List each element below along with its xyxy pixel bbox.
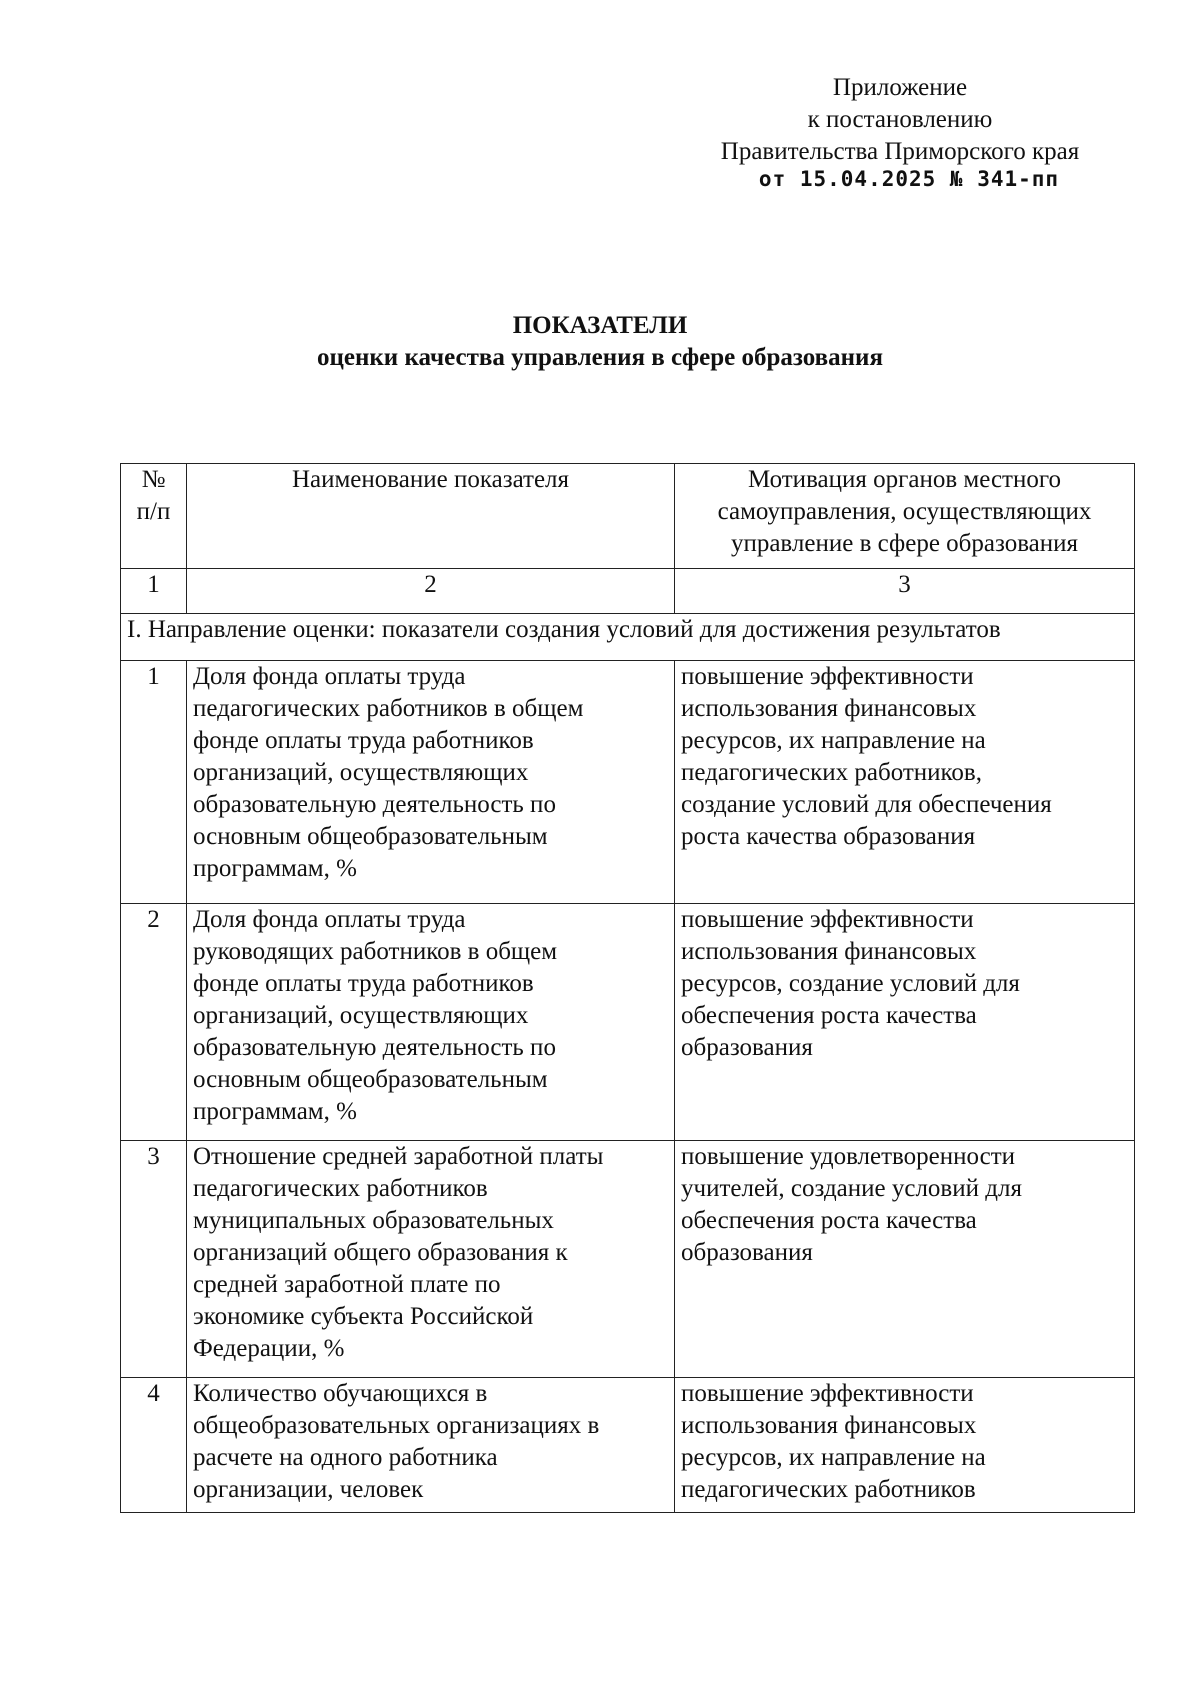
motivation-line: педагогических работников, [681, 759, 982, 786]
header-motivation-cell [675, 464, 1135, 569]
name-line: организаций, осуществляющих [193, 1002, 529, 1029]
motivation-line: повышение эффективности [681, 906, 974, 933]
column-numbers-row [121, 569, 1135, 614]
header-number-line-1: № [141, 466, 166, 493]
row-number: 3 [121, 1141, 187, 1378]
motivation-line: роста качества образования [681, 823, 976, 850]
motivation-line: повышение эффективности [681, 663, 974, 690]
name-line: педагогических работников в общем [193, 695, 584, 722]
name-line: Федерации, % [193, 1335, 345, 1362]
appendix-line-1: Приложение [832, 74, 968, 101]
name-line: фонде оплаты труда работников [193, 727, 534, 754]
title-line-2: оценки качества управления в сфере образования [317, 344, 883, 371]
indicator-name [187, 661, 675, 904]
motivation-line: повышение удовлетворенности [681, 1143, 1016, 1170]
document-title [0, 310, 1200, 374]
name-line: организаций общего образования к [193, 1239, 568, 1266]
motivation-line: ресурсов, создание условий для [681, 970, 1020, 997]
appendix-line-2: к постановлению [807, 106, 993, 133]
table-row [121, 661, 1135, 904]
motivation-line: создание условий для обеспечения [681, 791, 1052, 818]
motivation-line: образования [681, 1034, 813, 1061]
indicators-table [120, 463, 1135, 1513]
motivation-line: образования [681, 1239, 813, 1266]
motivation-line: ресурсов, их направление на [681, 1444, 986, 1471]
header-number-line-2: п/п [136, 498, 171, 525]
name-line: расчете на одного работника [193, 1444, 498, 1471]
header-number-cell [121, 464, 187, 569]
appendix-line-3: Правительства Приморского края [720, 138, 1080, 165]
motivation-line: использования финансовых [681, 1412, 977, 1439]
motivation-line: использования финансовых [681, 938, 977, 965]
indicator-motivation [675, 661, 1135, 904]
motivation-line: использования финансовых [681, 695, 977, 722]
motivation-line: учителей, создание условий для [681, 1175, 1022, 1202]
name-line: организаций, осуществляющих [193, 759, 529, 786]
section-row [121, 614, 1135, 661]
name-line: Отношение средней заработной платы [193, 1143, 604, 1170]
name-line: программам, % [193, 855, 357, 882]
column-number-1: 1 [121, 569, 187, 614]
column-number-3: 3 [675, 569, 1135, 614]
header-motivation-line-3: управление в сфере образования [730, 530, 1079, 557]
indicator-motivation [675, 1378, 1135, 1513]
row-number: 4 [121, 1378, 187, 1513]
appendix-block [680, 72, 1120, 192]
name-line: образовательную деятельность по [193, 791, 556, 818]
name-line: Количество обучающихся в [193, 1380, 488, 1407]
motivation-line: обеспечения роста качества [681, 1207, 977, 1234]
name-line: Доля фонда оплаты труда [193, 663, 466, 690]
name-line: педагогических работников [193, 1175, 488, 1202]
name-line: основным общеобразовательным [193, 1066, 548, 1093]
name-line: экономике субъекта Российской [193, 1303, 534, 1330]
resolution-stamp: от 15.04.2025 № 341-пп [758, 167, 1060, 191]
table-header-row [121, 464, 1135, 569]
indicator-name [187, 1141, 675, 1378]
column-number-2: 2 [187, 569, 675, 614]
table-row [121, 1378, 1135, 1513]
motivation-line: ресурсов, их направление на [681, 727, 986, 754]
name-line: Доля фонда оплаты труда [193, 906, 466, 933]
motivation-line: повышение эффективности [681, 1380, 974, 1407]
indicator-motivation [675, 904, 1135, 1141]
indicator-motivation [675, 1141, 1135, 1378]
header-motivation-line-1: Мотивация органов местного [747, 466, 1061, 493]
name-line: общеобразовательных организациях в [193, 1412, 600, 1439]
row-number: 2 [121, 904, 187, 1141]
title-line-1: ПОКАЗАТЕЛИ [512, 312, 688, 339]
header-motivation-line-2: самоуправления, осуществляющих [717, 498, 1092, 525]
row-number: 1 [121, 661, 187, 904]
motivation-line: педагогических работников [681, 1476, 976, 1503]
name-line: образовательную деятельность по [193, 1034, 556, 1061]
name-line: основным общеобразовательным [193, 823, 548, 850]
section-heading: I. Направление оценки: показатели создания условий для достижения результатов [121, 614, 1135, 661]
name-line: средней заработной плате по [193, 1271, 501, 1298]
table-row [121, 904, 1135, 1141]
indicator-name [187, 904, 675, 1141]
name-line: руководящих работников в общем [193, 938, 558, 965]
name-line: программам, % [193, 1098, 357, 1125]
name-line: организации, человек [193, 1476, 424, 1503]
motivation-line: обеспечения роста качества [681, 1002, 977, 1029]
table-row [121, 1141, 1135, 1378]
name-line: фонде оплаты труда работников [193, 970, 534, 997]
header-name-cell: Наименование показателя [187, 464, 675, 569]
indicator-name [187, 1378, 675, 1513]
name-line: муниципальных образовательных [193, 1207, 554, 1234]
